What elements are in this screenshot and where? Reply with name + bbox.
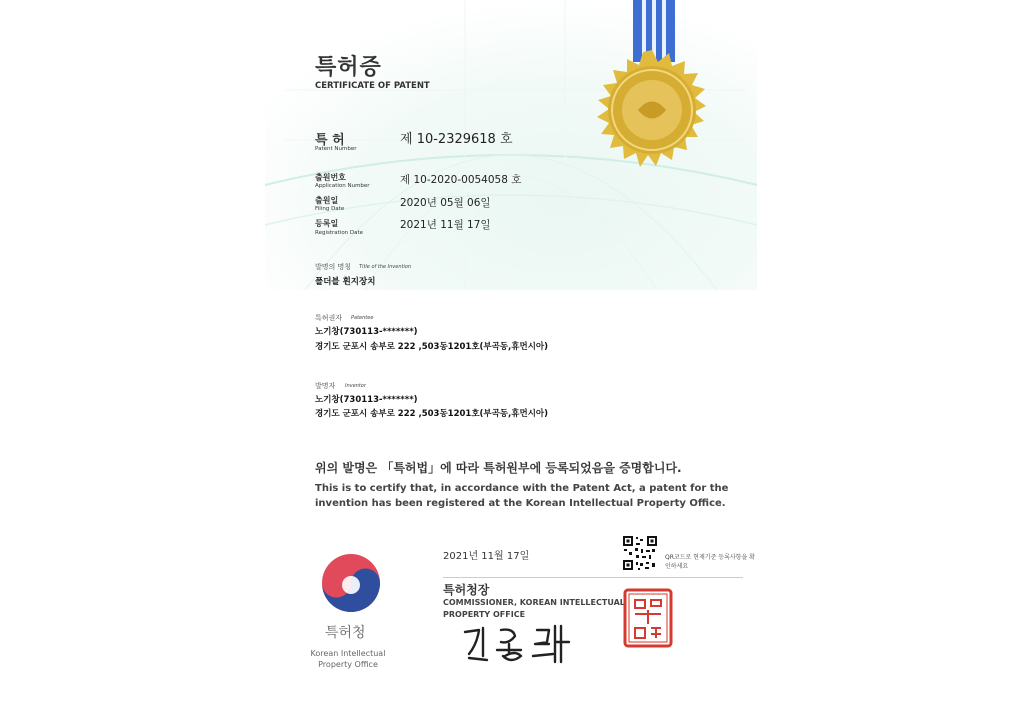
registration-date-value: 2021년 11월 17일: [400, 219, 491, 231]
inventor-address: 경기도 군포시 송부로 222 ,503동1201호(부곡동,휴먼시아): [315, 409, 549, 419]
certification-statement-korean: 위의 발명은 「특허법」에 따라 특허원부에 등록되었음을 증명합니다.: [315, 461, 682, 475]
kipo-name-korean: 특허청: [325, 625, 366, 641]
issue-date: 2021년 11월 17일: [443, 551, 530, 562]
qr-code-note: QR코드로 현재기준 등록사항을 확인하세요: [665, 554, 755, 570]
invention-title-label-english: Title of the Invention: [359, 264, 412, 270]
application-number-label: 출원번호: [315, 173, 346, 182]
certificate: [265, 0, 757, 710]
kipo-name-english: Korean Intellectual Property Office: [310, 649, 386, 669]
kipo-logo-icon: [320, 552, 382, 614]
divider: [443, 577, 743, 578]
official-stamp-icon: [623, 588, 673, 648]
certificate-title-english: CERTIFICATE OF PATENT: [315, 81, 430, 91]
application-number-label-english: Application Number: [315, 183, 370, 189]
certificate-title: 특허증: [315, 55, 382, 80]
certification-statement-english: This is to certify that, in accordance with the Patent Act, a patent for the invention has been registered at the Korean Intellectual Property Office.: [315, 483, 729, 509]
registration-date-label: 등록일: [315, 219, 339, 228]
gold-seal-icon: [590, 48, 714, 172]
filing-date-label-english: Filing Date: [315, 206, 345, 212]
patent-number-value: 제 10-2329618 호: [400, 132, 513, 147]
filing-date-label: 출원일: [315, 196, 339, 205]
filing-date-value: 2020년 05월 06일: [400, 197, 491, 209]
commissioner-signature: [457, 620, 587, 666]
patentee-name: 노기창(730113-*******): [315, 327, 418, 337]
inventor-label-english: Inventor: [345, 383, 366, 389]
inventor-name: 노기창(730113-*******): [315, 395, 418, 405]
patent-number-label-english: Patent Number: [315, 146, 357, 152]
patentee-label: 특허권자: [315, 314, 343, 322]
patentee-label-english: Patentee: [351, 315, 374, 321]
inventor-label: 발명자: [315, 382, 336, 390]
registration-date-label-english: Registration Date: [315, 230, 364, 236]
invention-title-value: 폴더블 휜지장치: [315, 277, 376, 287]
commissioner-title-english: COMMISSIONER, KOREAN INTELLECTUAL PROPERTY OFFICE: [443, 598, 625, 619]
invention-title-label: 발명의 명칭: [315, 263, 352, 271]
patentee-address: 경기도 군포시 송부로 222 ,503동1201호(부곡동,휴먼시아): [315, 342, 549, 352]
patent-number-label: 특 허: [315, 133, 345, 148]
application-number-value: 제 10-2020-0054058 호: [400, 174, 522, 186]
qr-code-icon[interactable]: [622, 535, 658, 571]
commissioner-title-korean: 특허청장: [443, 583, 490, 597]
